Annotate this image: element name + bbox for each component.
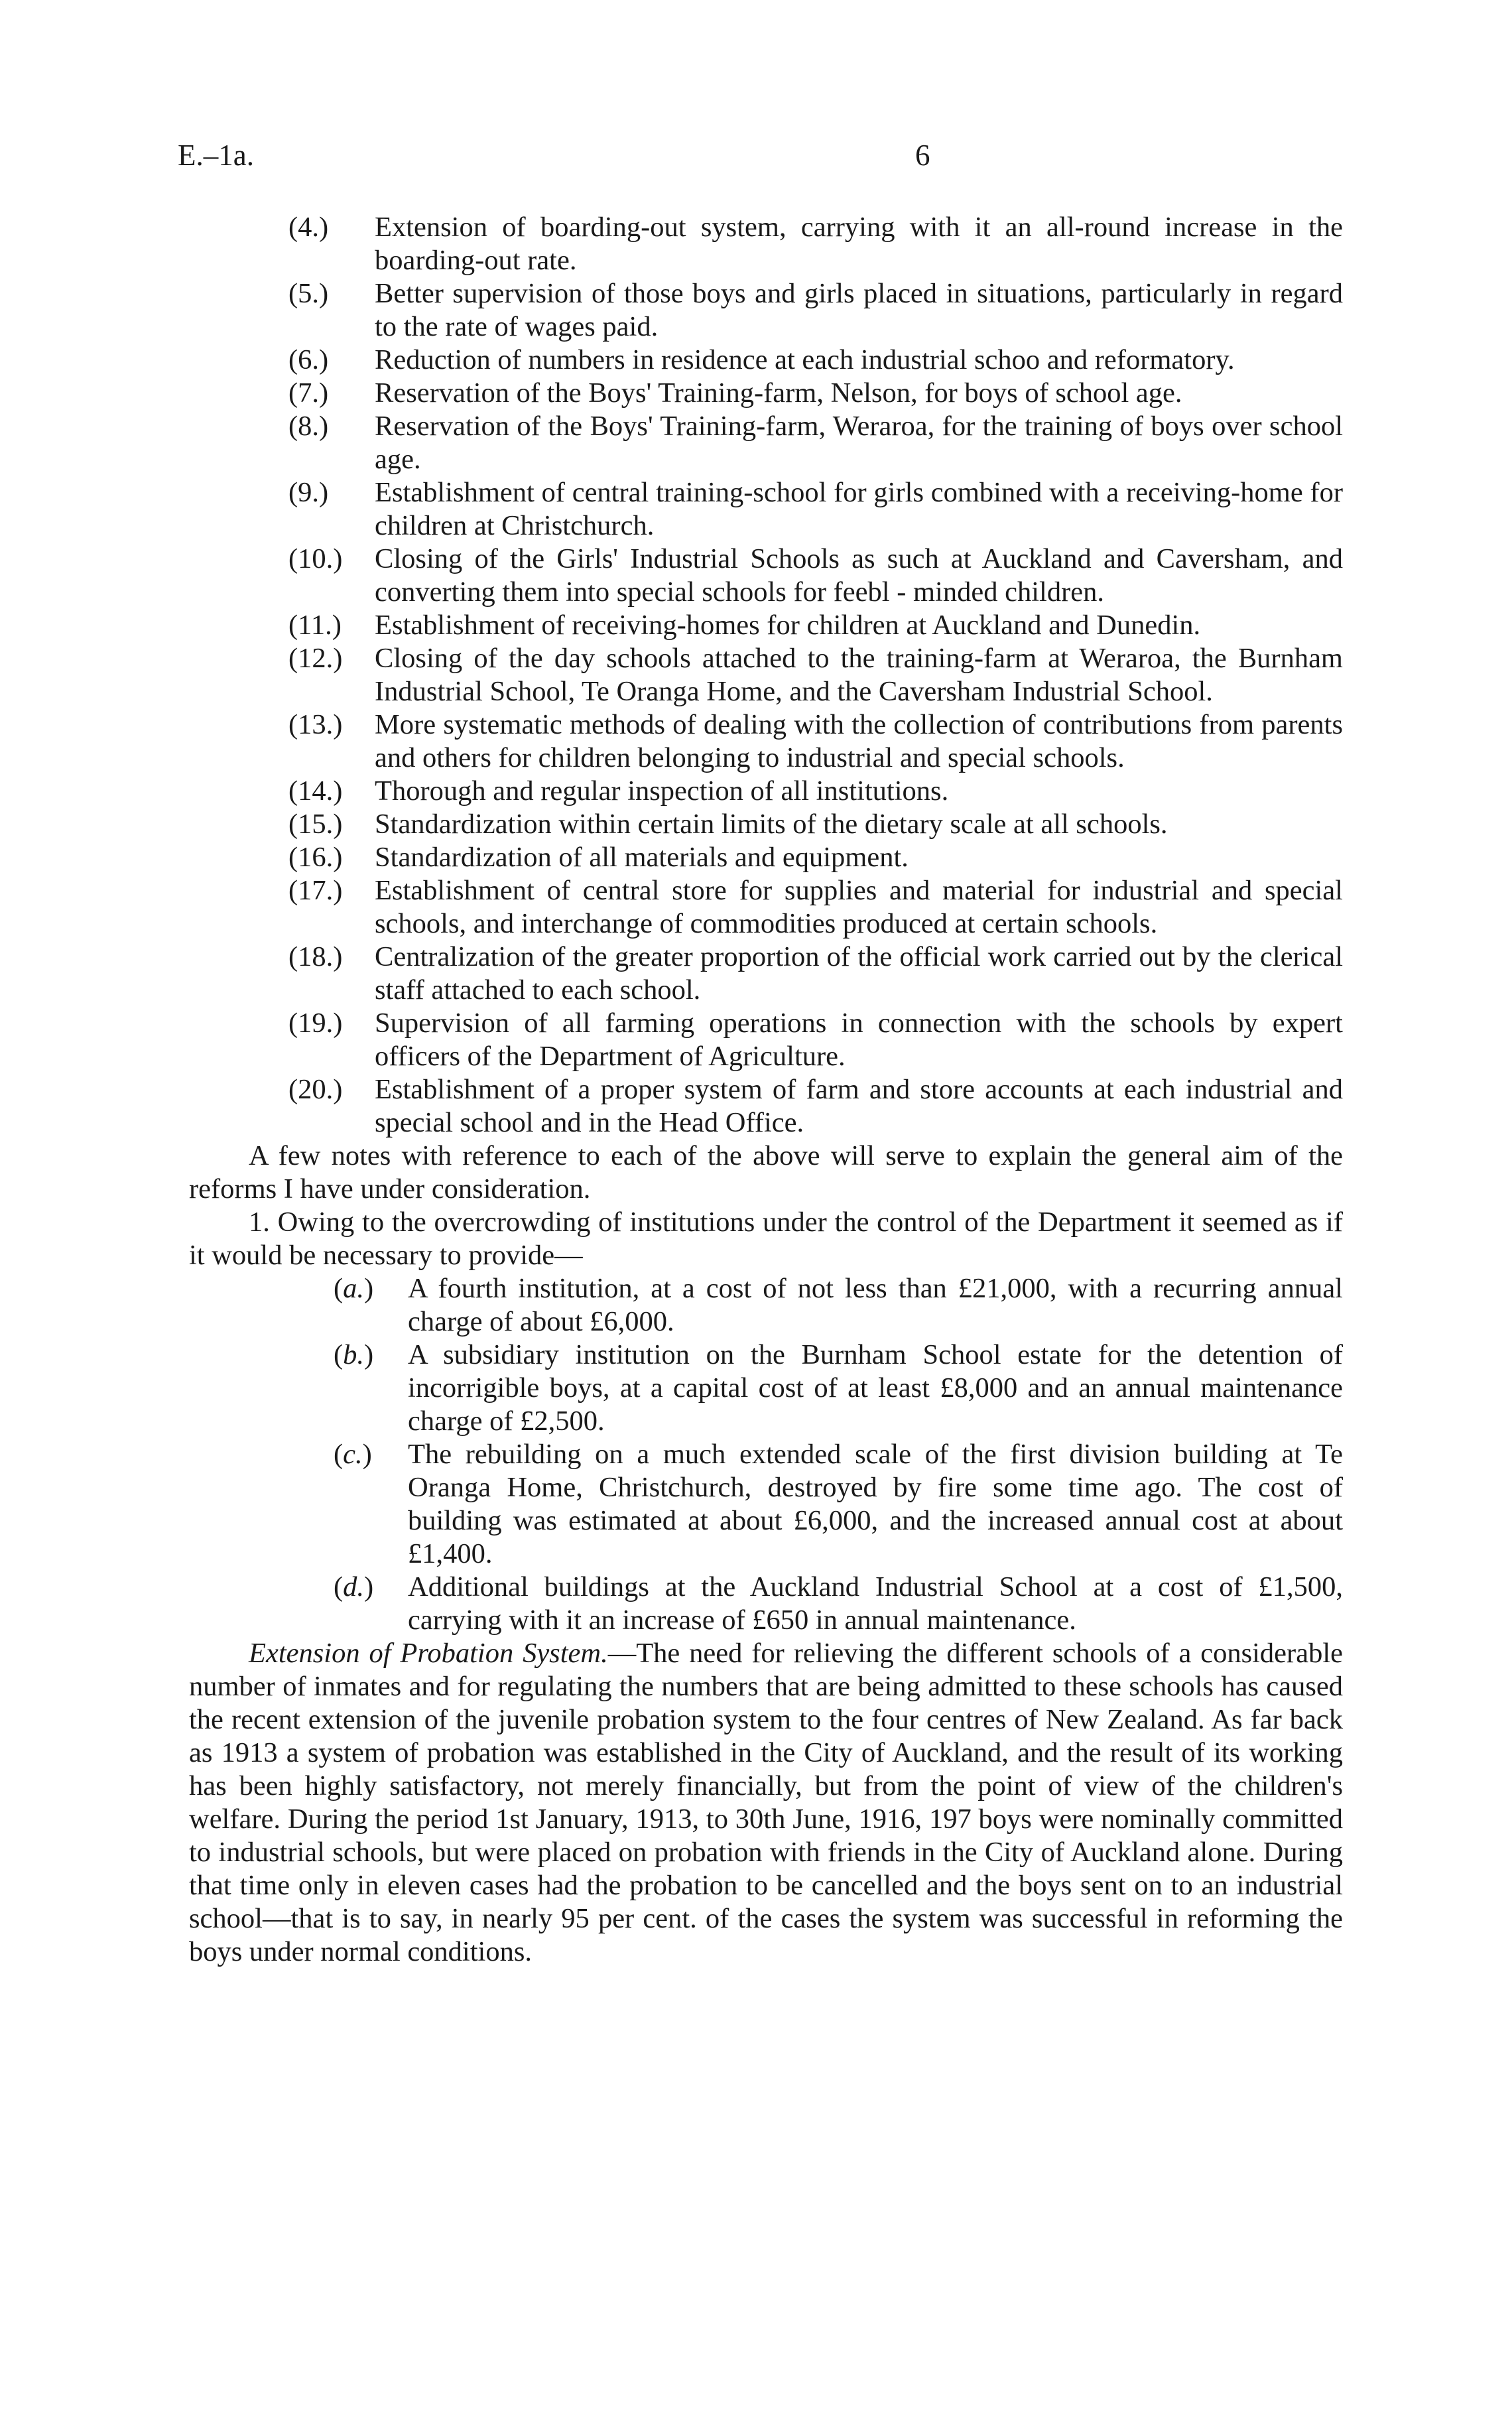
sub-item-text: A subsidiary institution on the Burnham School estate for the detention of incorrigible boys, at a capital cost of at least £8,000 and an annual maintenance charge of £2,500. xyxy=(408,1339,1343,1437)
list-item xyxy=(288,642,1343,708)
item-number: (20.) xyxy=(288,1074,343,1105)
item-text: Supervision of all farming operations in connection with the schools by expert officers of the Department of Agriculture. xyxy=(375,1008,1343,1072)
list-item xyxy=(288,377,1343,410)
sub-letter: c. xyxy=(343,1439,363,1470)
item-number: (19.) xyxy=(288,1008,343,1039)
sub-list xyxy=(189,1272,1343,1637)
sub-item-letter: (d.) xyxy=(334,1571,374,1603)
list-item xyxy=(288,609,1343,642)
sub-letter: d. xyxy=(343,1571,365,1603)
sub-list-item xyxy=(334,1438,1343,1571)
item-number: (5.) xyxy=(288,278,329,309)
point-one-paragraph: 1. Owing to the overcrowding of institutions under the control of the Department it seemed as if it would be necessary to provide— xyxy=(189,1207,1343,1271)
page-content xyxy=(189,211,1343,1969)
sub-item-text: Additional buildings at the Auckland Industrial School at a cost of £1,500, carrying with it an increase of £650 in annual maintenance. xyxy=(408,1571,1343,1636)
item-text: Establishment of central store for supplies and material for industrial and special schools, and interchange of commodities produced at certain schools. xyxy=(375,875,1343,939)
list-item xyxy=(288,775,1343,808)
list-item xyxy=(288,277,1343,344)
item-text: Establishment of a proper system of farm and store accounts at each industrial and special school and in the Head Office. xyxy=(375,1074,1343,1138)
list-item xyxy=(288,476,1343,543)
item-text: Better supervision of those boys and girls placed in situations, particularly in regard to the rate of wages paid. xyxy=(375,278,1343,342)
item-text: Establishment of central training-school for girls combined with a receiving-home for children at Christchurch. xyxy=(375,477,1343,541)
item-number: (13.) xyxy=(288,709,343,740)
list-item xyxy=(288,211,1343,277)
item-number: (6.) xyxy=(288,344,329,375)
list-item xyxy=(288,1073,1343,1140)
list-item xyxy=(288,808,1343,841)
item-number: (7.) xyxy=(288,377,329,409)
item-number: (8.) xyxy=(288,411,329,442)
item-text: Standardization of all materials and equipment. xyxy=(375,842,909,873)
item-number: (17.) xyxy=(288,875,343,906)
item-text: Establishment of receiving-homes for children at Auckland and Dunedin. xyxy=(375,610,1201,641)
list-item xyxy=(288,1007,1343,1073)
item-text: Centralization of the greater proportion of the official work carried out by the clerical staff attached to each school. xyxy=(375,941,1343,1006)
sub-item-letter: (b.) xyxy=(334,1339,374,1370)
item-number: (15.) xyxy=(288,809,343,840)
list-item xyxy=(288,543,1343,609)
item-text: Closing of the Girls' Industrial Schools as such at Auckland and Caversham, and converting them into special schools for feebl - minded children. xyxy=(375,543,1343,608)
item-number: (16.) xyxy=(288,842,343,873)
intro-paragraph: A few notes with reference to each of the above will serve to explain the general aim of the reforms I have under consideration. xyxy=(189,1140,1343,1205)
document-reference: E.–1a. xyxy=(178,139,254,172)
item-text: Extension of boarding-out system, carrying with it an all-round increase in the boarding-out rate. xyxy=(375,212,1343,276)
item-text: Standardization within certain limits of the dietary scale at all schools. xyxy=(375,809,1168,840)
item-number: (10.) xyxy=(288,543,343,574)
item-number: (14.) xyxy=(288,775,343,807)
sub-list-item xyxy=(334,1272,1343,1339)
sub-item-text: The rebuilding on a much extended scale of the first division building at Te Oranga Home, Christchurch, destroyed by fire some time ago. The cost of building was estimated at about £6,000, and the increased annual cost at about £1,400. xyxy=(408,1439,1343,1569)
reform-list xyxy=(189,211,1343,1140)
page-number: 6 xyxy=(915,139,930,172)
sub-item-letter: (c.) xyxy=(334,1439,372,1470)
item-text: Reduction of numbers in residence at each industrial schoo and reformatory. xyxy=(375,344,1235,375)
probation-heading: Extension of Probation System. xyxy=(249,1638,608,1669)
item-text: More systematic methods of dealing with the collection of contributions from parents and others for children belonging to industrial and special schools. xyxy=(375,709,1343,773)
item-number: (4.) xyxy=(288,212,329,243)
page-header xyxy=(178,138,1345,178)
item-number: (18.) xyxy=(288,941,343,972)
sub-list-item xyxy=(334,1571,1343,1637)
list-item xyxy=(288,344,1343,377)
sub-letter: a. xyxy=(343,1273,365,1304)
item-text: Reservation of the Boys' Training-farm, Weraroa, for the training of boys over school age. xyxy=(375,411,1343,475)
probation-text: —The need for relieving the different schools of a considerable number of inmates and for regulating the numbers that are being admitted to these schools has caused the recent extension of the juvenile probation system to the four centres of New Zealand. As far back as 1913 a system of probation was established in the City of Auckland, and the result of its working has been highly satisfactory, not merely financially, but from the point of view of the children's welfare. During the period 1st January, 1913, to 30th June, 1916, 197 boys were nominally committed to industrial schools, but were placed on probation with friends in the City of Auckland alone. During that time only in eleven cases had the probation to be cancelled and the boys sent on to an industrial school—that is to say, in nearly 95 per cent. of the cases the system was successful in reforming the boys under normal conditions. xyxy=(189,1638,1343,1967)
list-item xyxy=(288,941,1343,1007)
item-number: (12.) xyxy=(288,643,343,674)
list-item xyxy=(288,410,1343,476)
list-item xyxy=(288,874,1343,941)
sub-letter: b. xyxy=(343,1339,365,1370)
list-item xyxy=(288,841,1343,874)
probation-paragraph xyxy=(189,1637,1343,1969)
sub-item-letter: (a.) xyxy=(334,1273,374,1304)
item-text: Thorough and regular inspection of all institutions. xyxy=(375,775,949,807)
item-number: (11.) xyxy=(288,610,342,641)
list-item xyxy=(288,708,1343,775)
item-text: Closing of the day schools attached to the training-farm at Weraroa, the Burnham Industrial School, Te Oranga Home, and the Caversham Industrial School. xyxy=(375,643,1343,707)
item-number: (9.) xyxy=(288,477,329,508)
sub-item-text: A fourth institution, at a cost of not less than £21,000, with a recurring annual charge of about £6,000. xyxy=(408,1273,1343,1337)
sub-list-item xyxy=(334,1339,1343,1438)
item-text: Reservation of the Boys' Training-farm, Nelson, for boys of school age. xyxy=(375,377,1182,409)
